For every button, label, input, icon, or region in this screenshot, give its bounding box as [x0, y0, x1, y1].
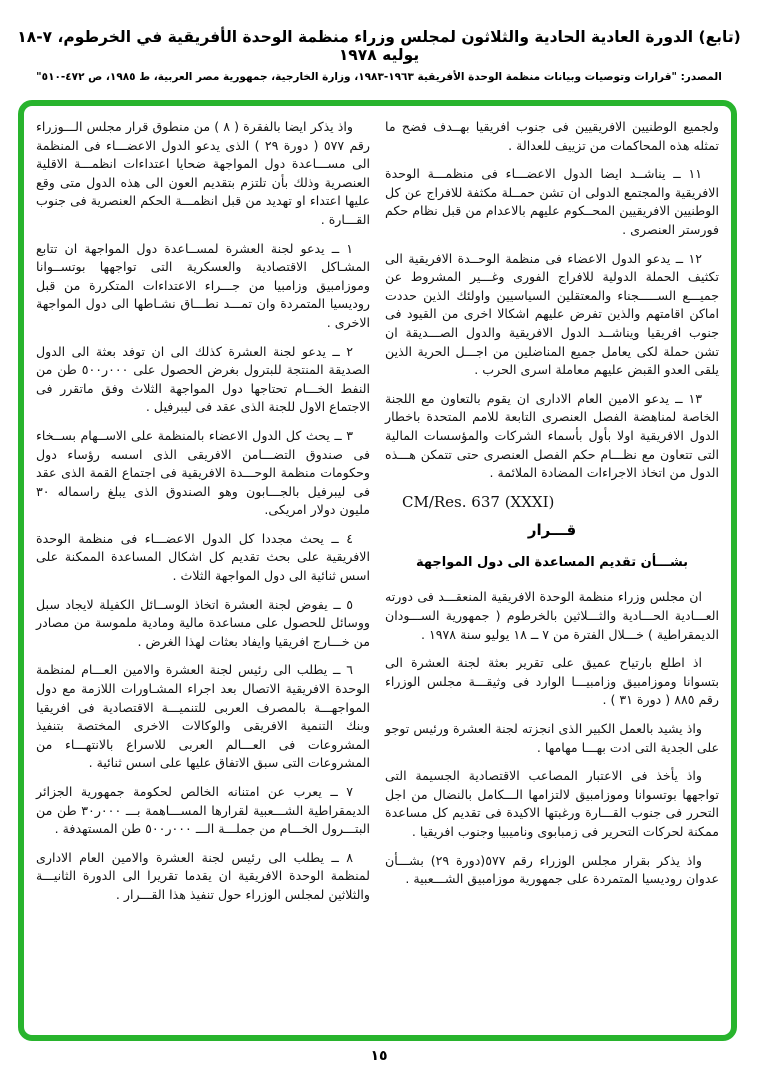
document-title: (تابع) الدورة العادية الحادية والثلاثون لمجلس وزراء منظمة الوحدة الأفريقية في الخرطوم، ٧-١٨ يوليه ١٩٧٨ [17, 28, 741, 64]
paragraph-item-2: ٢ ــ يدعو لجنة العشرة كذلك الى ان توفد بعثة الى الدول الصديقة المنتجة للبترول بغرض الحصول على ٠٠٠ر٥٠٠ طن من النفط الخـــام تحتاجها دول المواجهة الثلاث وفق ماتقرر فى الاجتماع الاول للجنة الذى عقد فى ليبرفيل . [36, 343, 370, 415]
two-column-layout [36, 118, 719, 1025]
paragraph-item-1: ١ ــ يدعو لجنة العشرة لمســاعدة دول المواجهة ان تتابع المشـاكل الاقتصادية والعسكرية التى تواجهها بوتســوانا وموزامبيق وزامبيا من جـــراء الاعتداءات المتكررة من قبل روديسيا المتمردة وان تمـــد نطـــاق نشـاطها الى دول المواجهة الاخرى . [36, 240, 370, 330]
paragraph-preamble-6: واذ يذكر ايضا بالفقرة ( ٨ ) من منطوق قرار مجلس الـــوزراء رقم ٥٧٧ ( دورة ٢٩ ) الذى يدعو الدول الاعضـــاء فى المنظمة الى مســـاعدة دول المواجهة ضحايا اعتداءات انظمـــة الاقلية العنصرية وذلك بأن تلتزم بتقديم العون الى هذه الدول متى وقع عليها اعتداء او تهديد من قبل انظمـــة الحكم العنصرية فى جنوب القـــارة . [36, 119, 370, 227]
paragraph-preamble-3: واذ يشيد بالعمل الكبير الذى انجزته لجنة العشرة ورئيس توجو على الجدية التى ادت بهـــا مهامها . [385, 721, 719, 755]
paragraph-item-6: ٦ ــ يطلب الى رئيس لجنة العشرة والامين العـــام لمنظمة الوحدة الافريقية الاتصال بعد اجراء المشـاورات اللازمة مع دول المواجهـــة بالمصرف العربى للتنميـــة الاقتصادية فى افريقيا وبنك التنمية الافريقى والوكالات الاخرى المختصة بتنفيذ المشروعات فى العـــالم العربى للاسراع بالانتهـــاء من المشروعات التى سبق الاتفاق عليها على اسس ثنائية . [36, 662, 370, 771]
resolution-code: CM/Res. 637 (XXXI) [402, 492, 555, 511]
paragraph-preamble-2: اذ اطلع بارتياح عميق على تقرير بعثة لجنة العشرة الى بتسوانا وموزامبيق وزامبيـــا الوارد فى وثيقـــة مجلس الوزراء رقم ٨٨٥ ( دورة ٣١ ) . [385, 655, 719, 708]
paragraph-preamble-4: واذ يأخذ فى الاعتبار المصاعب الاقتصادية الجسيمة التى تواجهها بوتسوانا وموزامبيق لالتزامها الـــكامل بالنضال من اجل التحرر فى جنوب القـــارة ورغبتها الاكيدة فى تقديم كل مساعدة ممكنة لحركات التحرير فى زمبابوى وناميبيا وجنوب افريقيا . [385, 768, 719, 839]
column-right [385, 118, 719, 1025]
paragraph-item-3: ٣ ــ يحث كل الدول الاعضاء بالمنظمة على الاســهام بســخاء فى صندوق التضـــامن الافريقى الذى اسسه رؤساء دول وحكومات منظمة الوحـــدة الافريقية فى اجتماع القمة الذى عقد فى ليبرفيل بالجـــابون وهو الصندوق الذى يبلغ راسماله ٣٠ مليون دولار امريكى. [36, 427, 370, 518]
paragraph-preamble-1: ان مجلس وزراء منظمة الوحدة الافريقية المنعقـــد فى دورته العـــادية الحـــادية والثـــلاثين بالخرطوم ( جمهورية الســـودان الديمقراطية ) خـــلال الفترة من ٧ ــ ١٨ يوليو سنة ١٩٧٨ . [385, 589, 719, 642]
page-number: ١٥ [370, 1048, 388, 1064]
paragraph-item-8: ٨ ــ يطلب الى رئيس لجنة العشرة والامين العام الادارى لمنظمة الوحدة الافريقية ان يقدما تقريرا الى الدورة الثانيـــة والثلاثين لمجلس الوزراء حول تنفيذ هذا القـــرار . [36, 849, 370, 902]
paragraph-item-4: ٤ ــ يحث مجددا كل الدول الاعضـــاء فى منظمة الوحدة الافريقية على بحث تقديم كل اشكال المساعدة الممكنة على اسس ثنائية الى دول المواجهة الثلاث . [36, 530, 370, 584]
document-source-line: المصدر: "قرارات وتوصيات وبيانات منظمة الوحدة الأفريقية ١٩٦٣-١٩٨٣، وزارة الخارجية، جمهورية مصر العربية، ط ١٩٨٥، ص ٤٧٢-٥١٠" [36, 71, 722, 83]
paragraph-continuation: ولجميع الوطنيين الافريقيين فى جنوب افريقيا بهــدف فضح ما تمثله هذه المحاكمات من تزييف للعدالة . [385, 119, 719, 153]
resolution-title: قـــرار [527, 521, 577, 540]
column-left [36, 118, 370, 1025]
paragraph-item-13: ١٣ ــ يدعو الامين العام الادارى ان يقوم بالتعاون مع اللجنة الخاصة لمناهضة الفصل العنصرى التابعة للامم المتحدة باخطار الدول الافريقية اولا بأول بأسماء الشركات والمؤسسات المالية التى تتعاون مع نظـــام حكم الفصل العنصرى حتى تتمكن هـــذه الدول من اتخاذ الاجراءات المضادة الملائمة . [385, 390, 719, 481]
paragraph-item-5: ٥ ــ يفوض لجنة العشرة اتخاذ الوســائل الكفيلة لايجاد سبل ووسائل للحصول على مساعدة مالية ومادية ملموسة من مصادر من خـــارج افريقيا وايفاد بعثات لهذا الغرض . [36, 596, 370, 649]
document-header [0, 28, 758, 83]
paragraph-item-7: ٧ ــ يعرب عن امتنانه الخالص لحكومة جمهورية الجزائر الديمقراطية الشـــعبية لقرارها المســـاهمة بـــ ٠٠٠ر٣٠ طن من البتـــرول الخـــام من جملـــة الـــ ٠٠٠ر٥٠٠ طن المستهدفة . [36, 784, 370, 837]
resolution-subject: بشـــأن تقديم المساعدة الى دول المواجهة [415, 554, 689, 570]
green-border-box [18, 100, 737, 1041]
paragraph-item-11: ١١ ــ يناشــد ايضا الدول الاعضـــاء فى منظمـــة الوحدة الافريقية والمجتمع الدولى ان تشن حمــلة مكثفة للافراج عن كل الوطنيين الافريقيين المحــكوم عليهم بالاعدام من قبل نظام حكم فورستر العنصرى . [385, 166, 719, 237]
paragraph-preamble-5: واذ يذكر بقرار مجلس الوزراء رقم ٥٧٧(دورة ٢٩) بشـــأن عدوان روديسيا المتمردة على جمهورية موزامبيق الشـــعبية . [385, 852, 719, 887]
paragraph-item-12: ١٢ ــ يدعو الدول الاعضاء فى منظمة الوحــدة الافريقية الى تكثيف الحملة الدولية للافراج الفورى وغـــير المشروط عن جميـــع الســـــجناء والمعتقلين السياسيين واولئك الذين حددت اماكن اقامتهم والذين تفرض عليهم اشكالا اخرى من القيود فى جنوب افريقيا ويناشــد الدول الافريقية والدول الصـــديقة ان تشن حملة لكى يعامل جميع المناضلين من اجـــل الحرية الذين يلقى العدو القبض عليهم معاملة اسرى الحرب . [385, 250, 719, 378]
